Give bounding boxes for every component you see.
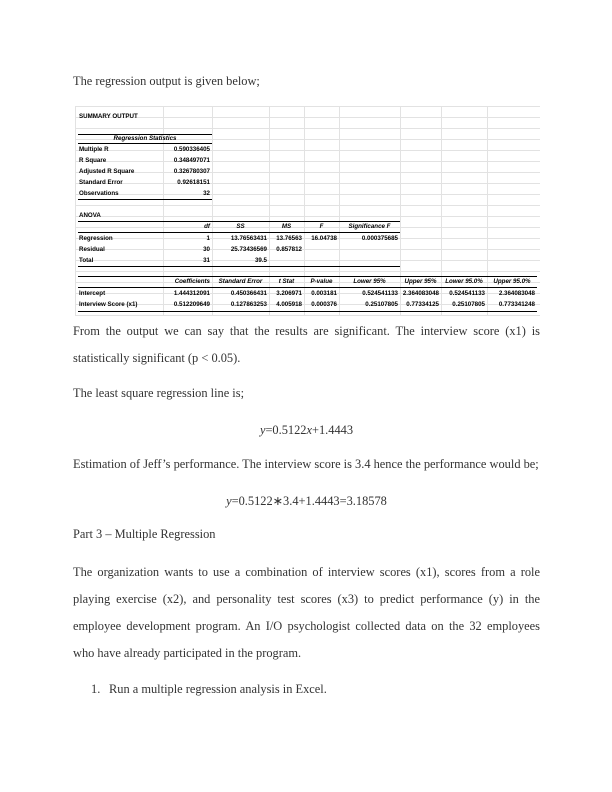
coef-header: Lower 95.0% [445, 278, 483, 285]
stat-label: Adjusted R Square [79, 168, 135, 175]
anova-cell: 31 [203, 257, 210, 264]
list-text: Run a multiple regression analysis in Excel. [109, 682, 327, 696]
anova-cell: 1 [206, 235, 210, 242]
coef-cell: 0.524541133 [362, 290, 398, 297]
stat-value: 0.92618151 [177, 179, 210, 186]
coef-header: Lower 95% [353, 278, 386, 285]
part3-paragraph: The organization wants to use a combination of interview scores (x1), scores from a role playing exercise (x2), and personality test scores (x3) to predict performance (y) in the employee development program. An I/O psychologist collected data on the 32 employees who have already participated in the program. [73, 565, 540, 660]
stat-label: Standard Error [79, 179, 123, 186]
coef-cell: 2.364083048 [498, 290, 535, 297]
stat-value: 0.590336405 [173, 146, 210, 153]
coef-header: t Stat [278, 278, 295, 285]
eq-x: x [306, 423, 312, 437]
coef-header: Coefficients [174, 278, 210, 285]
question-list [73, 682, 327, 697]
coef-cell: 2.364083048 [402, 290, 439, 297]
eq-coef: =0.5122 [265, 423, 307, 437]
anova-row-label: Regression [79, 235, 113, 242]
anova-cell: 0.000375685 [361, 235, 398, 242]
coef-header: Upper 95.0% [493, 278, 531, 285]
anova-cell: 0.857812 [276, 246, 302, 253]
regression-output-image [75, 106, 540, 316]
stat-value: 0.326780307 [173, 168, 210, 175]
coef-row-label: Interview Score (x1) [79, 301, 138, 308]
eq-y: y [259, 423, 266, 437]
list-number: 1. [91, 682, 101, 696]
coef-cell: 0.127863253 [230, 301, 267, 308]
stat-label: Multiple R [79, 146, 109, 153]
least-square-intro: The least square regression line is; [73, 386, 245, 400]
anova-row-label: Total [79, 257, 94, 264]
stat-value: 32 [203, 190, 210, 197]
list-item [73, 682, 327, 697]
coef-row-label: Intercept [79, 290, 106, 297]
anova-cell: 25.73436569 [230, 246, 267, 253]
intro-text: The regression output is given below; [73, 74, 260, 88]
eq2-rhs: =0.5122∗3.4+1.4443=3.18578 [231, 494, 387, 508]
stat-value: 0.348497071 [173, 157, 210, 164]
anova-header: Significance F [348, 223, 391, 230]
coef-header: Standard Error [218, 278, 263, 285]
significance-paragraph: From the output we can say that the results are significant. The interview score (x1) is statistically significant (p < 0.05). [73, 324, 540, 365]
stat-label: Observations [79, 190, 119, 197]
coef-header: Upper 95% [404, 278, 437, 285]
coef-cell: 0.524541133 [449, 290, 485, 297]
estimation-equation [73, 493, 540, 509]
anova-cell: 16.04738 [311, 235, 337, 242]
regression-equation [73, 423, 540, 438]
coef-cell: 0.25107805 [452, 301, 485, 308]
anova-header: df [204, 223, 210, 230]
coef-cell: 0.000376 [311, 301, 337, 308]
coef-cell: 0.450366431 [230, 290, 267, 297]
estimation-text: Estimation of Jeff’s performance. The interview score is 3.4 hence the performance would be; [73, 457, 539, 471]
coef-cell: 0.773341248 [498, 301, 535, 308]
eq2-y: y [226, 494, 232, 508]
coef-cell: 0.003181 [311, 290, 337, 297]
anova-cell: 30 [203, 246, 210, 253]
anova-cell: 13.76563 [276, 235, 302, 242]
anova-header: MS [281, 223, 292, 230]
coef-cell: 0.512209649 [173, 301, 210, 308]
coef-header: P-value [310, 278, 333, 285]
coef-cell: 1.444312091 [173, 290, 210, 297]
coef-cell: 4.005918 [276, 301, 302, 308]
eq-intercept: +1.4443 [312, 423, 354, 437]
anova-header: F [319, 223, 324, 230]
part3-heading: Part 3 – Multiple Regression [73, 527, 216, 541]
summary-title: SUMMARY OUTPUT [79, 113, 138, 120]
anova-cell: 13.76563431 [230, 235, 267, 242]
anova-title: ANOVA [79, 212, 101, 219]
regression-statistics-title: Regression Statistics [113, 135, 177, 142]
anova-header: SS [236, 223, 245, 230]
coef-cell: 0.77334125 [406, 301, 439, 308]
anova-row-label: Residual [79, 246, 105, 253]
anova-cell: 39.5 [254, 257, 267, 264]
coef-cell: 0.25107805 [365, 301, 398, 308]
coef-cell: 3.206971 [276, 290, 302, 297]
stat-label: R Square [79, 157, 107, 164]
